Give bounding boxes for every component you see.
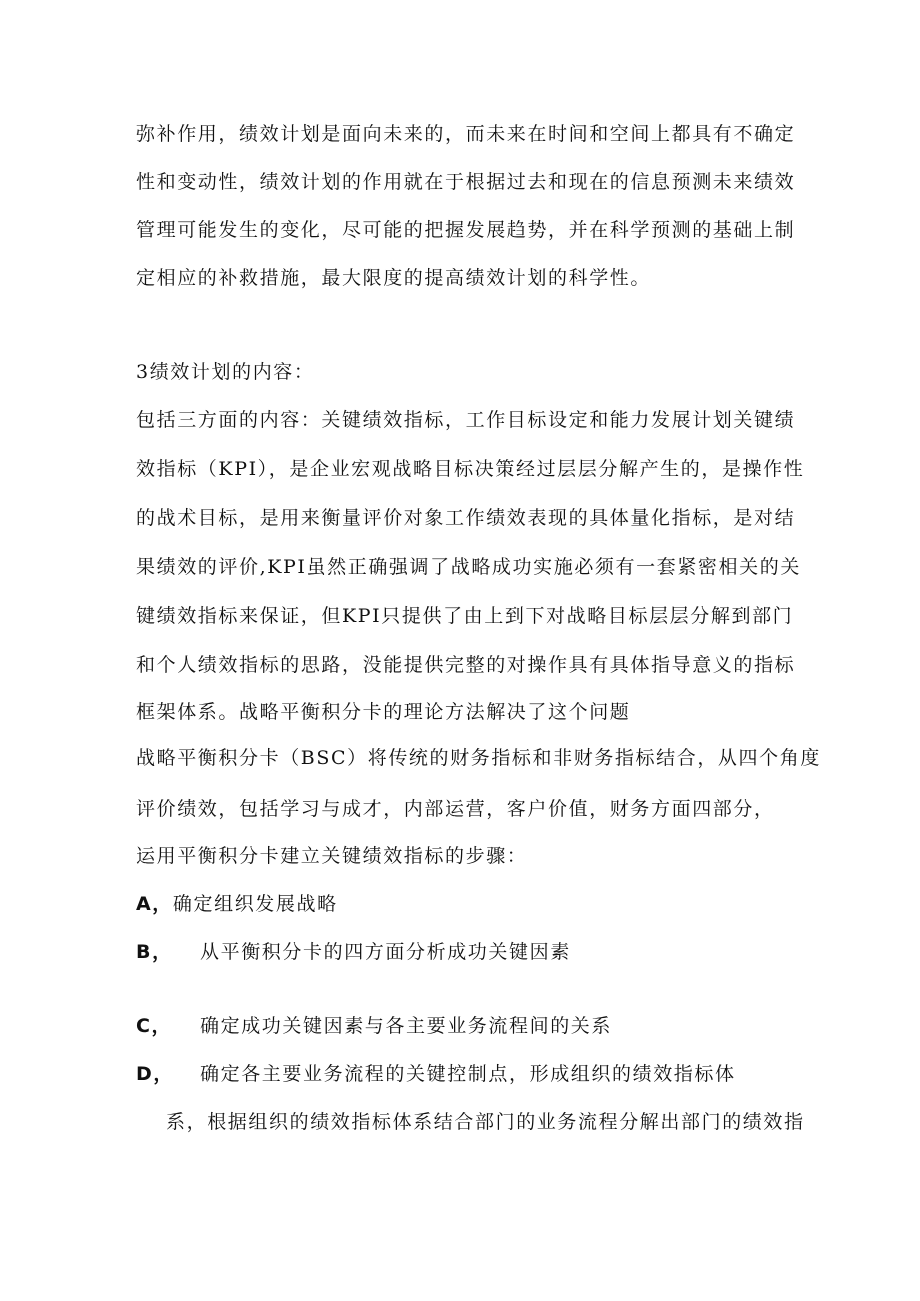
step-b-text: 从平衡积分卡的四方面分析成功关键因素 xyxy=(200,941,571,963)
paragraph-3-line-1: 战略平衡积分卡（BSC）将传统的财务指标和非财务指标结合，从四个角度 xyxy=(136,747,821,769)
paragraph-1-line-2: 性和变动性，绩效计划的作用就在于根据过去和现在的信息预测未来绩效 xyxy=(136,171,796,193)
step-c-text: 确定成功关键因素与各主要业务流程间的关系 xyxy=(200,1015,613,1037)
paragraph-2-line-7: 框架体系。战略平衡积分卡的理论方法解决了这个问题 xyxy=(136,701,631,723)
step-c-marker: C， xyxy=(136,1015,173,1037)
paragraph-2-line-3: 的战术目标，是用来衡量评价对象工作绩效表现的具体量化指标，是对结 xyxy=(136,507,796,529)
step-a xyxy=(136,892,338,916)
section-heading: 3绩效计划的内容： xyxy=(136,361,315,383)
paragraph-2-line-2: 效指标（KPI），是企业宏观战略目标决策经过层层分解产生的，是操作性 xyxy=(136,458,805,480)
paragraph-2-line-5: 键绩效指标来保证，但KPI只提供了由上到下对战略目标层层分解到部门 xyxy=(136,605,794,627)
step-c xyxy=(136,1014,612,1038)
paragraph-1-line-3: 管理可能发生的变化，尽可能的把握发展趋势，并在科学预测的基础上制 xyxy=(136,219,796,241)
step-d xyxy=(136,1062,736,1086)
step-a-text: 确定组织发展战略 xyxy=(172,893,338,915)
step-a-marker: A， xyxy=(136,893,173,915)
paragraph-3-line-3: 运用平衡积分卡建立关键绩效指标的步骤： xyxy=(136,845,528,867)
step-b-marker: B， xyxy=(136,941,173,963)
paragraph-2-line-4: 果绩效的评价,KPI虽然正确强调了战略成功实施必须有一套紧密相关的关 xyxy=(136,556,801,578)
paragraph-1-line-4: 定相应的补救措施，最大限度的提高绩效计划的科学性。 xyxy=(136,267,652,289)
paragraph-3-line-2: 评价绩效，包括学习与成才，内部运营，客户价值，财务方面四部分， xyxy=(136,798,775,820)
paragraph-1-line-1: 弥补作用，绩效计划是面向未来的，而未来在时间和空间上都具有不确定 xyxy=(136,123,796,145)
step-d-marker: D， xyxy=(136,1063,174,1085)
continuation-line: 系，根据组织的绩效指标体系结合部门的业务流程分解出部门的绩效指 xyxy=(166,1111,805,1133)
step-b xyxy=(136,940,571,964)
paragraph-2-line-6: 和个人绩效指标的思路，没能提供完整的对操作具有具体指导意义的指标 xyxy=(136,654,796,676)
paragraph-2-line-1: 包括三方面的内容：关键绩效指标，工作目标设定和能力发展计划关键绩 xyxy=(136,409,796,431)
step-d-text: 确定各主要业务流程的关键控制点，形成组织的绩效指标体 xyxy=(200,1063,736,1085)
